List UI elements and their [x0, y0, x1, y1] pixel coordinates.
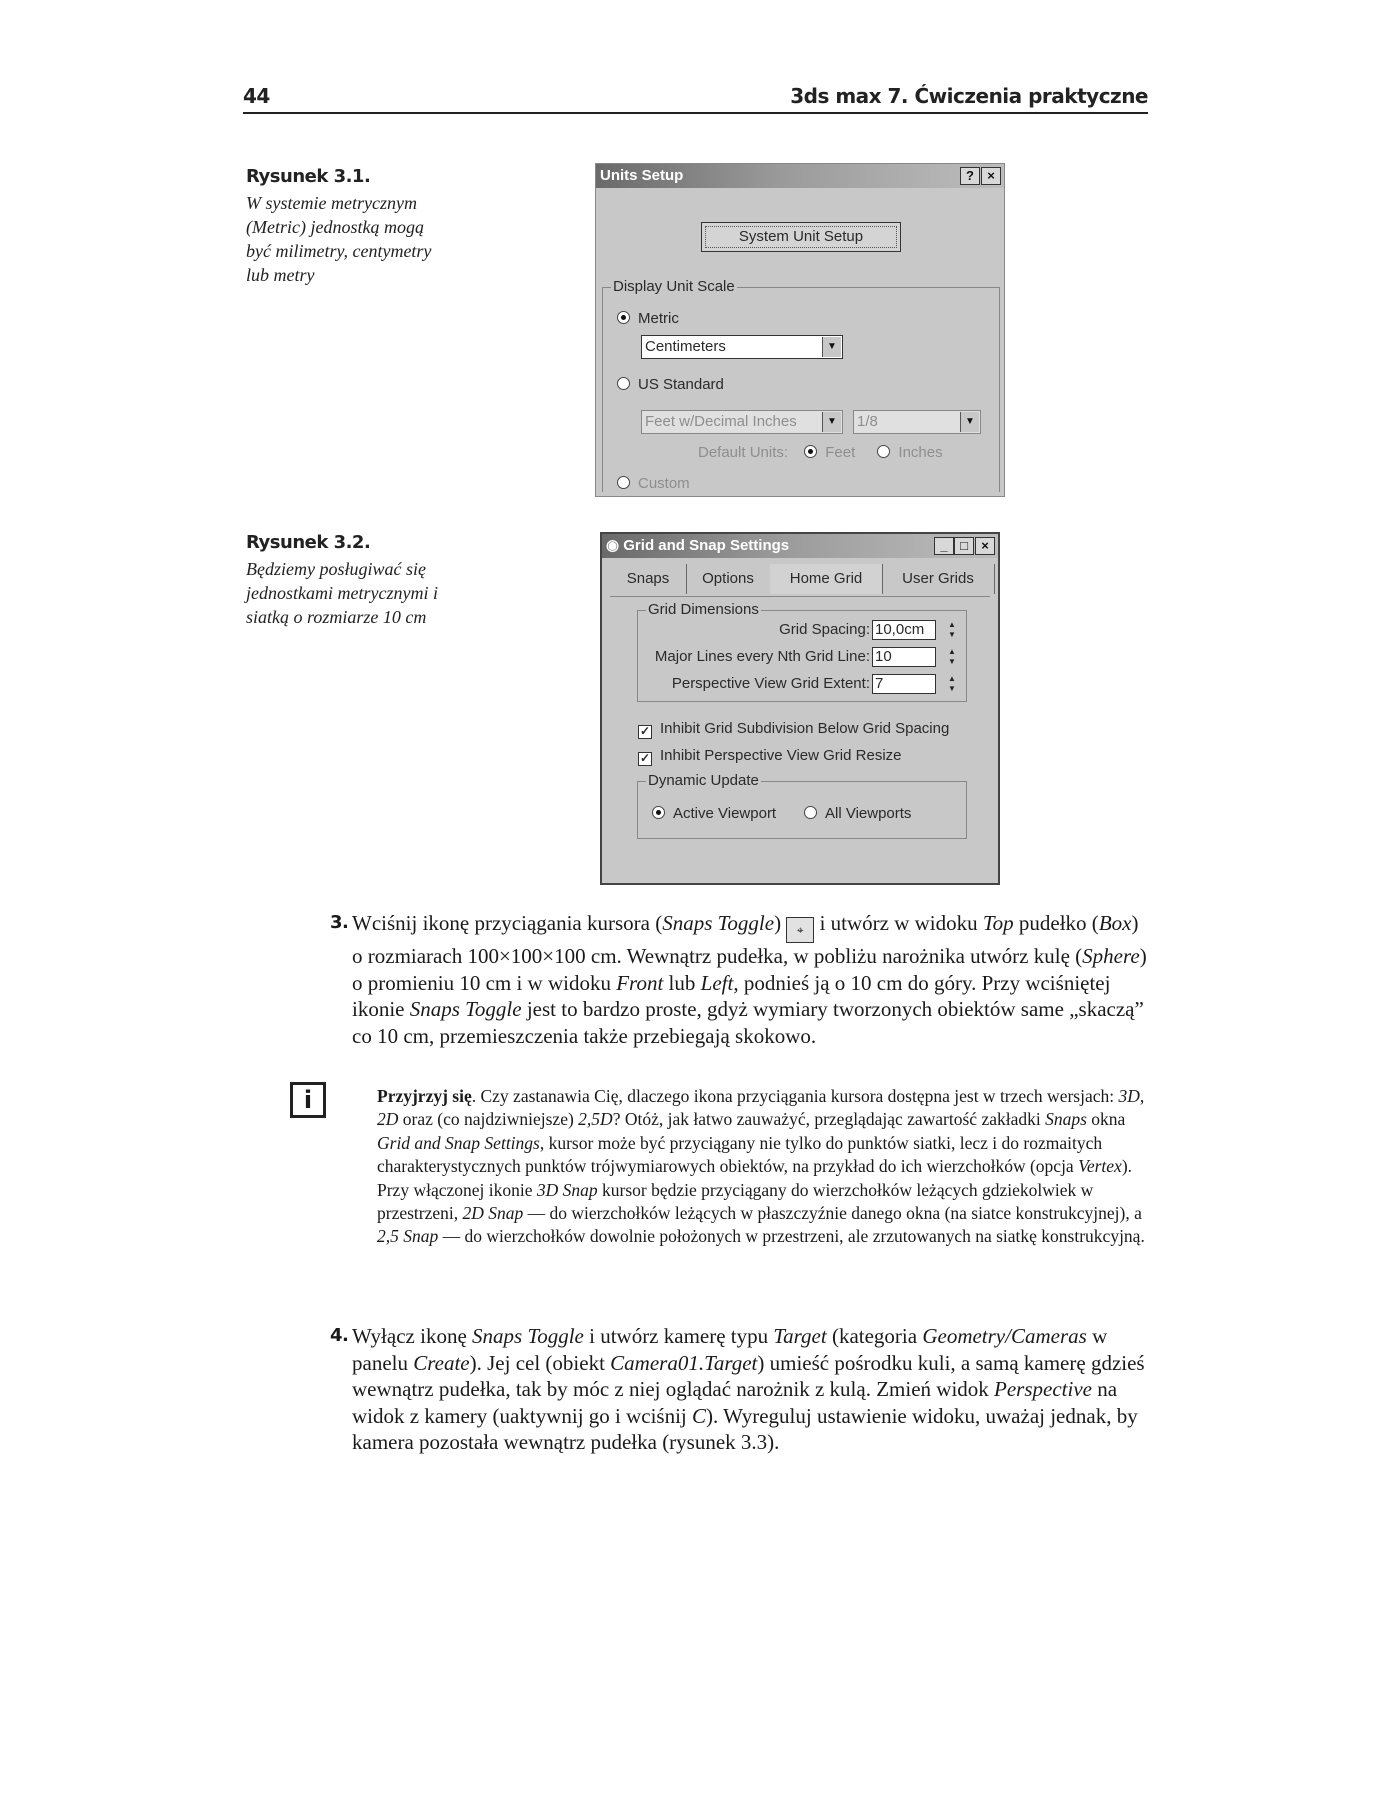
- metric-unit-select[interactable]: [641, 335, 843, 359]
- info-note: [377, 1085, 1152, 1249]
- step-3-text: Wciśnij ikonę przyciągania kursora (Snaps Toggle) ⌖ i utwórz w widoku Top pudełko (Box) o rozmiarach 100×100×100 cm. Wewnątrz pudełka, w pobliżu narożnika utwórz kulę (Sphere) o promieniu 10 cm i w widoku Front lub Left, podnieś ją o 10 cm do góry. Przy wciśniętej ikonie Snaps Toggle jest to bardzo proste, gdyż wymiary tworzonych obiektów same „skaczą” co 10 cm, przemieszczenia także przebiegają skokowo.: [352, 911, 1147, 1048]
- inhibit-subdivision-checkbox[interactable]: [638, 720, 949, 739]
- units-setup-titlebar: [596, 164, 1004, 188]
- figure-2-label: Rysunek 3.2.: [246, 532, 371, 553]
- tab-snaps[interactable]: Snaps: [610, 564, 687, 594]
- close-button[interactable]: ×: [981, 167, 1001, 185]
- fraction-select: [853, 410, 981, 434]
- display-unit-scale-title: Display Unit Scale: [613, 278, 735, 295]
- grid-dimensions-group: [637, 601, 967, 702]
- checkmark-icon: ✓: [639, 724, 651, 738]
- snaps-toggle-icon: ⌖: [786, 917, 814, 943]
- grid-spacing-label: Grid Spacing:: [779, 621, 870, 638]
- figure-1-label: Rysunek 3.1.: [246, 166, 371, 187]
- grid-dimensions-title: Grid Dimensions: [648, 601, 759, 618]
- perspective-extent-spinner[interactable]: ▲ ▼: [948, 674, 956, 693]
- page-header: [243, 84, 1148, 114]
- maximize-button[interactable]: □: [954, 537, 974, 555]
- metric-radio[interactable]: [617, 310, 679, 328]
- default-units-label: Default Units:: [698, 444, 789, 461]
- display-unit-scale-group: [602, 278, 1000, 492]
- info-icon: i: [290, 1082, 326, 1118]
- step-4-number: 4.: [330, 1325, 349, 1346]
- step-4: [330, 1323, 1152, 1456]
- info-note-text: Przyjrzyj się. Czy zastanawia Cię, dlaczego ikona przyciągania kursora dostępna jest w trzech wersjach: 3D, 2D oraz (co najdziwniejsze) 2,5D? Otóż, jak łatwo zauważyć, przeglądając zawartość zakładki Snaps okna Grid and Snap Settings, kursor może być przyciągany nie tylko do punktów siatki, lecz i do rozmaitych charakterystycznych punktów trójwymiarowych obiektów, na przykład do ich wierzchołków (opcja Vertex). Przy włączonej ikonie 3D Snap kursor będzie przyciągany do wierzchołków leżących gdziekolwiek w przestrzeni, 2D Snap — do wierzchołków leżących w płaszczyźnie danego okna (na siatce konstrukcyjnej), a 2,5 Snap — do wierzchołków dowolnie położonych w przestrzeni, ale zrzutowanych na siatkę konstrukcyjną.: [377, 1086, 1145, 1247]
- grid-snap-tabs: [610, 564, 990, 597]
- dynamic-update-title: Dynamic Update: [648, 772, 759, 789]
- us-unit-select: [641, 410, 843, 434]
- major-lines-spinner[interactable]: ▲ ▼: [948, 647, 956, 666]
- step-3-number: 3.: [330, 912, 349, 933]
- grid-spacing-row: [779, 619, 936, 641]
- dynamic-update-group: [637, 772, 967, 839]
- active-viewport-radio[interactable]: [652, 805, 776, 823]
- page-number: 44: [243, 84, 270, 108]
- inhibit-resize-checkbox[interactable]: [638, 747, 902, 766]
- major-lines-label: Major Lines every Nth Grid Line:: [654, 648, 870, 665]
- all-viewports-dot: [804, 806, 817, 819]
- figure-2-caption: [246, 532, 446, 629]
- figure-1-caption: [246, 166, 446, 287]
- fraction-value: 1/8: [857, 413, 878, 430]
- tab-home-grid[interactable]: Home Grid: [770, 564, 883, 594]
- chevron-down-icon: ▼: [822, 412, 841, 432]
- perspective-extent-input[interactable]: 7: [872, 674, 936, 694]
- tab-user-grids[interactable]: User Grids: [882, 564, 995, 594]
- units-setup-dialog: [595, 163, 1005, 497]
- chevron-down-icon: ▼: [960, 412, 979, 432]
- snap-app-icon: ◉: [606, 537, 624, 554]
- step-4-text: Wyłącz ikonę Snaps Toggle i utwórz kamerę typu Target (kategoria Geometry/Cameras w panelu Create). Jej cel (obiekt Camera01.Target) umieść pośrodku kuli, a samą kamerę gdzieś wewnątrz pudełka, tak by móc z niej oglądać narożnik z kulą. Zmień widok Perspective na widok z kamery (uaktywnij go i wciśnij C). Wyreguluj ustawienie widoku, uważaj jednak, by kamera pozostała wewnątrz pudełka (rysunek 3.3).: [352, 1324, 1145, 1454]
- major-lines-row: [655, 646, 936, 668]
- feet-radio-dot: [804, 445, 817, 458]
- inches-label: Inches: [898, 444, 943, 461]
- all-viewports-label: All Viewports: [825, 805, 912, 822]
- inhibit-resize-label: Inhibit Perspective View Grid Resize: [660, 747, 902, 764]
- metric-label: Metric: [638, 310, 679, 327]
- all-viewports-radio[interactable]: [804, 805, 911, 823]
- us-unit-value: Feet w/Decimal Inches: [645, 413, 797, 430]
- figure-2-text: Będziemy posługiwać się jednostkami metrycznymi i siatką o rozmiarze 10 cm: [246, 559, 438, 627]
- inches-radio-dot: [877, 445, 890, 458]
- tab-options[interactable]: Options: [686, 564, 771, 594]
- figure-1-text: W systemie metrycznym (Metric) jednostką mogą być milimetry, centymetry lub metry: [246, 193, 432, 285]
- default-units-row: [698, 444, 943, 462]
- active-viewport-dot: [652, 806, 665, 819]
- us-standard-radio[interactable]: [617, 376, 724, 394]
- checkmark-icon: ✓: [639, 751, 651, 765]
- system-unit-setup-button[interactable]: [701, 222, 901, 252]
- help-button[interactable]: ?: [960, 167, 980, 185]
- system-unit-setup-label: System Unit Setup: [705, 226, 897, 248]
- custom-radio: [617, 475, 690, 493]
- metric-unit-value: Centimeters: [645, 338, 726, 355]
- inhibit-subdivision-label: Inhibit Grid Subdivision Below Grid Spacing: [660, 720, 950, 737]
- grid-spacing-spinner[interactable]: ▲ ▼: [948, 620, 956, 639]
- grid-snap-titlebar: [602, 534, 998, 558]
- minimize-button[interactable]: _: [934, 537, 954, 555]
- grid-spacing-input[interactable]: 10,0cm: [872, 620, 936, 640]
- major-lines-input[interactable]: 10: [872, 647, 936, 667]
- us-standard-label: US Standard: [638, 376, 724, 393]
- perspective-extent-row: [672, 673, 936, 695]
- units-setup-title: Units Setup: [600, 167, 684, 184]
- us-standard-radio-dot: [617, 377, 630, 390]
- custom-radio-dot: [617, 476, 630, 489]
- active-viewport-label: Active Viewport: [673, 805, 777, 822]
- custom-label: Custom: [638, 475, 690, 492]
- grid-snap-title: Grid and Snap Settings: [623, 537, 790, 554]
- grid-snap-settings-dialog: [600, 532, 1000, 885]
- metric-radio-dot: [617, 311, 630, 324]
- perspective-extent-label: Perspective View Grid Extent:: [671, 675, 870, 692]
- chevron-down-icon: ▼: [822, 337, 841, 357]
- book-title: 3ds max 7. Ćwiczenia praktyczne: [790, 84, 1148, 108]
- close-button[interactable]: ×: [975, 537, 995, 555]
- feet-label: Feet: [825, 444, 856, 461]
- step-3: [330, 910, 1152, 1049]
